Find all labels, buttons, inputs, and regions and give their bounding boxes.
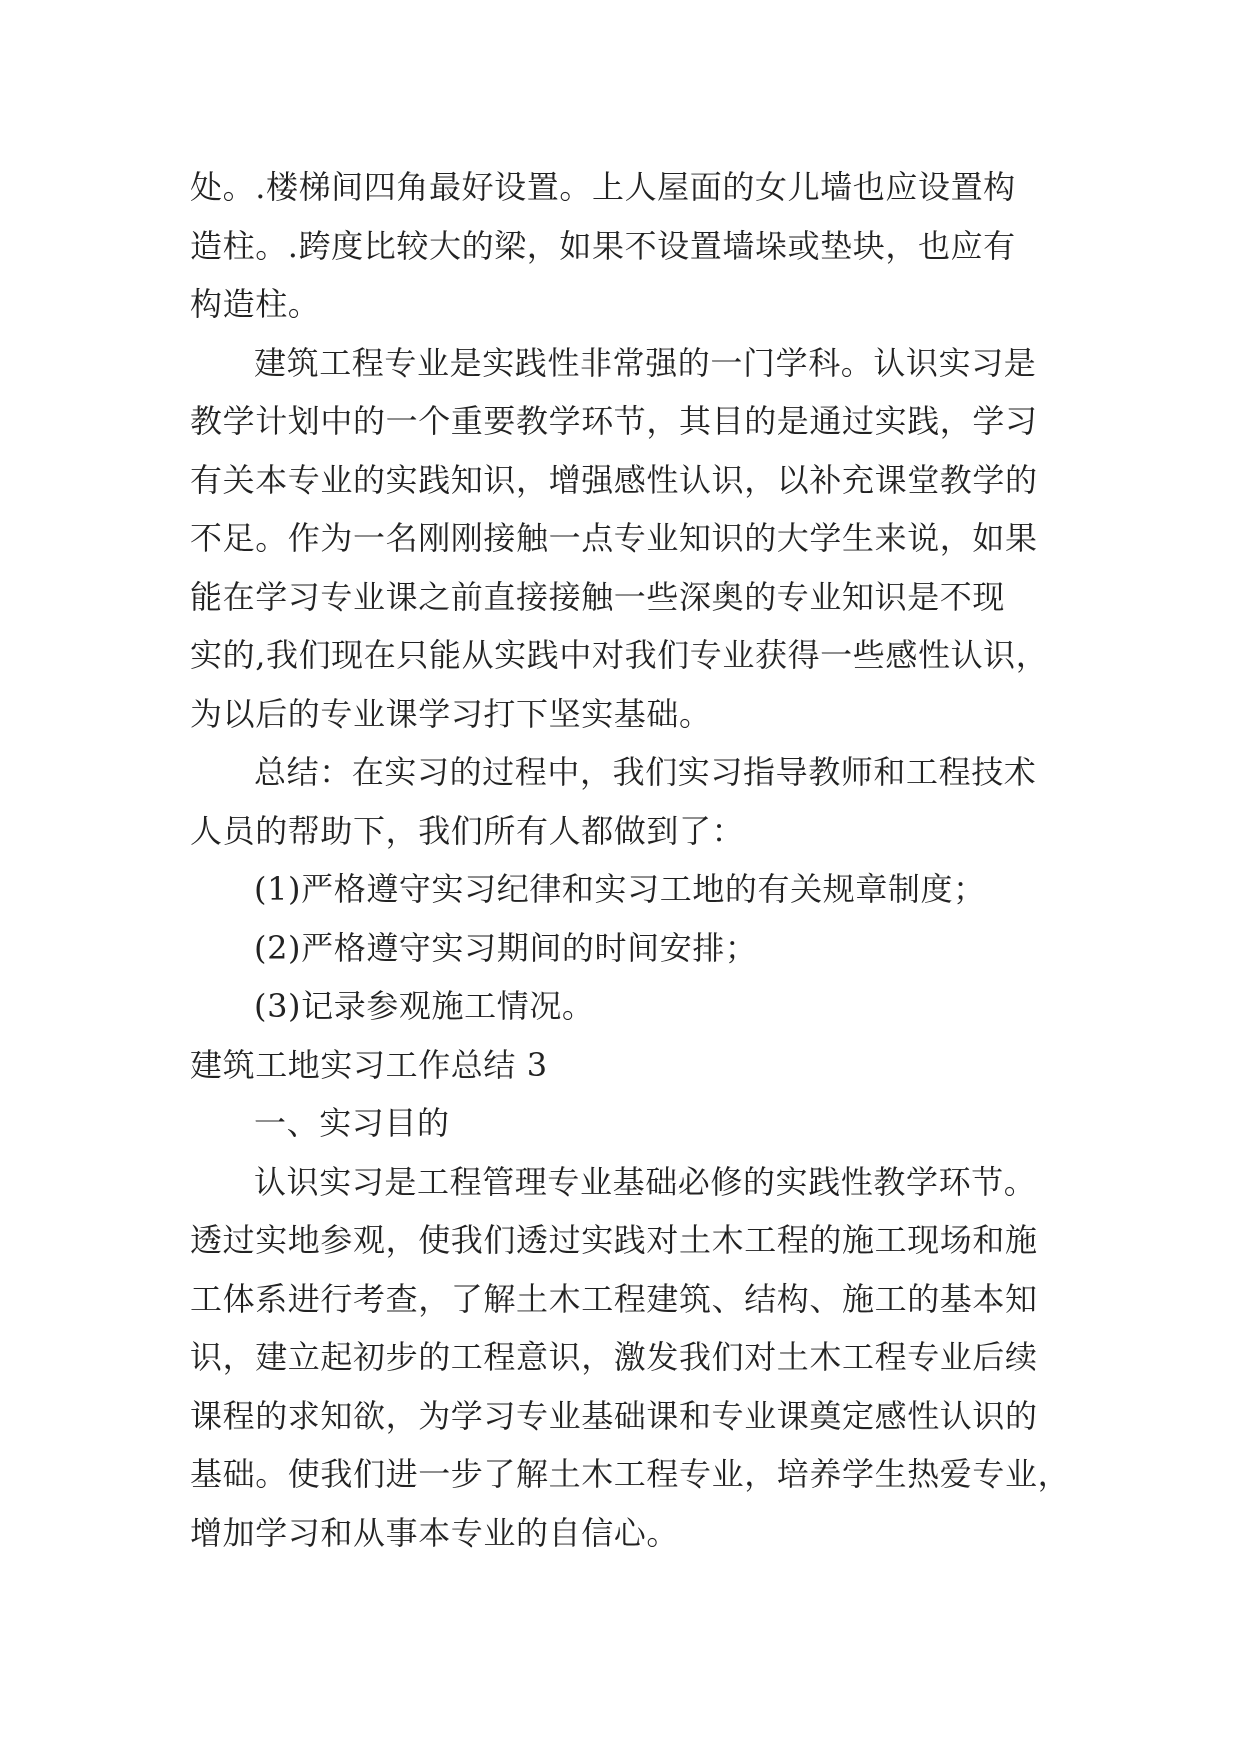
text-line: 增加学习和从事本专业的自信心。 (190, 1513, 680, 1552)
text-line: 有关本专业的实践知识，增强感性认识，以补充课堂教学的 (190, 460, 1038, 499)
text-line: 人员的帮助下，我们所有人都做到了： (190, 811, 745, 850)
text-line: 教学计划中的一个重要教学环节，其目的是通过实践，学习 (190, 402, 1038, 440)
text-line: 基础。使我们进一步了解土木工程专业，培养学生热爱专业， (190, 1455, 1071, 1493)
paragraph-start-line: 总结：在实习的过程中，我们实习指导教师和工程技术 (254, 753, 1037, 791)
text-line: 实的,我们现在只能从实践中对我们专业获得一些感性认识， (190, 636, 1049, 674)
text-line: 不足。作为一名刚刚接触一点专业知识的大学生来说，如果 (190, 519, 1038, 557)
paragraph-start-line: 认识实习是工程管理专业基础必修的实践性教学环节。 (254, 1162, 1037, 1201)
text-line: 处。.楼梯间四角最好设置。上人屋面的女儿墙也应设置构 (190, 168, 1016, 206)
subsection-heading: 一、实习目的 (254, 1104, 450, 1142)
text-line: 能在学习专业课之前直接接触一些深奥的专业知识是不现 (190, 577, 1006, 616)
section-heading: 建筑工地实习工作总结 3 (190, 1045, 548, 1084)
text-line: 识，建立起初步的工程意识，激发我们对土木工程专业后续 (190, 1338, 1038, 1376)
document-body (190, 158, 1080, 1562)
text-line: 造柱。.跨度比较大的梁，如果不设置墙垛或垫块，也应有 (190, 226, 1016, 265)
list-item: (1)严格遵守实习纪律和实习工地的有关规章制度； (254, 870, 986, 908)
list-item: (3)记录参观施工情况。 (254, 987, 595, 1025)
text-line: 工体系进行考查，了解土木工程建筑、结构、施工的基本知 (190, 1279, 1038, 1318)
paragraph-start-line: 建筑工程专业是实践性非常强的一门学科。认识实习是 (254, 343, 1037, 382)
text-line: 为以后的专业课学习打下坚实基础。 (190, 694, 712, 733)
list-item: (2)严格遵守实习期间的时间安排； (254, 928, 758, 967)
text-line: 透过实地参观，使我们透过实践对土木工程的施工现场和施 (190, 1221, 1038, 1259)
text-line: 课程的求知欲，为学习专业基础课和专业课奠定感性认识的 (190, 1396, 1038, 1435)
text-line: 构造柱。 (190, 285, 321, 323)
